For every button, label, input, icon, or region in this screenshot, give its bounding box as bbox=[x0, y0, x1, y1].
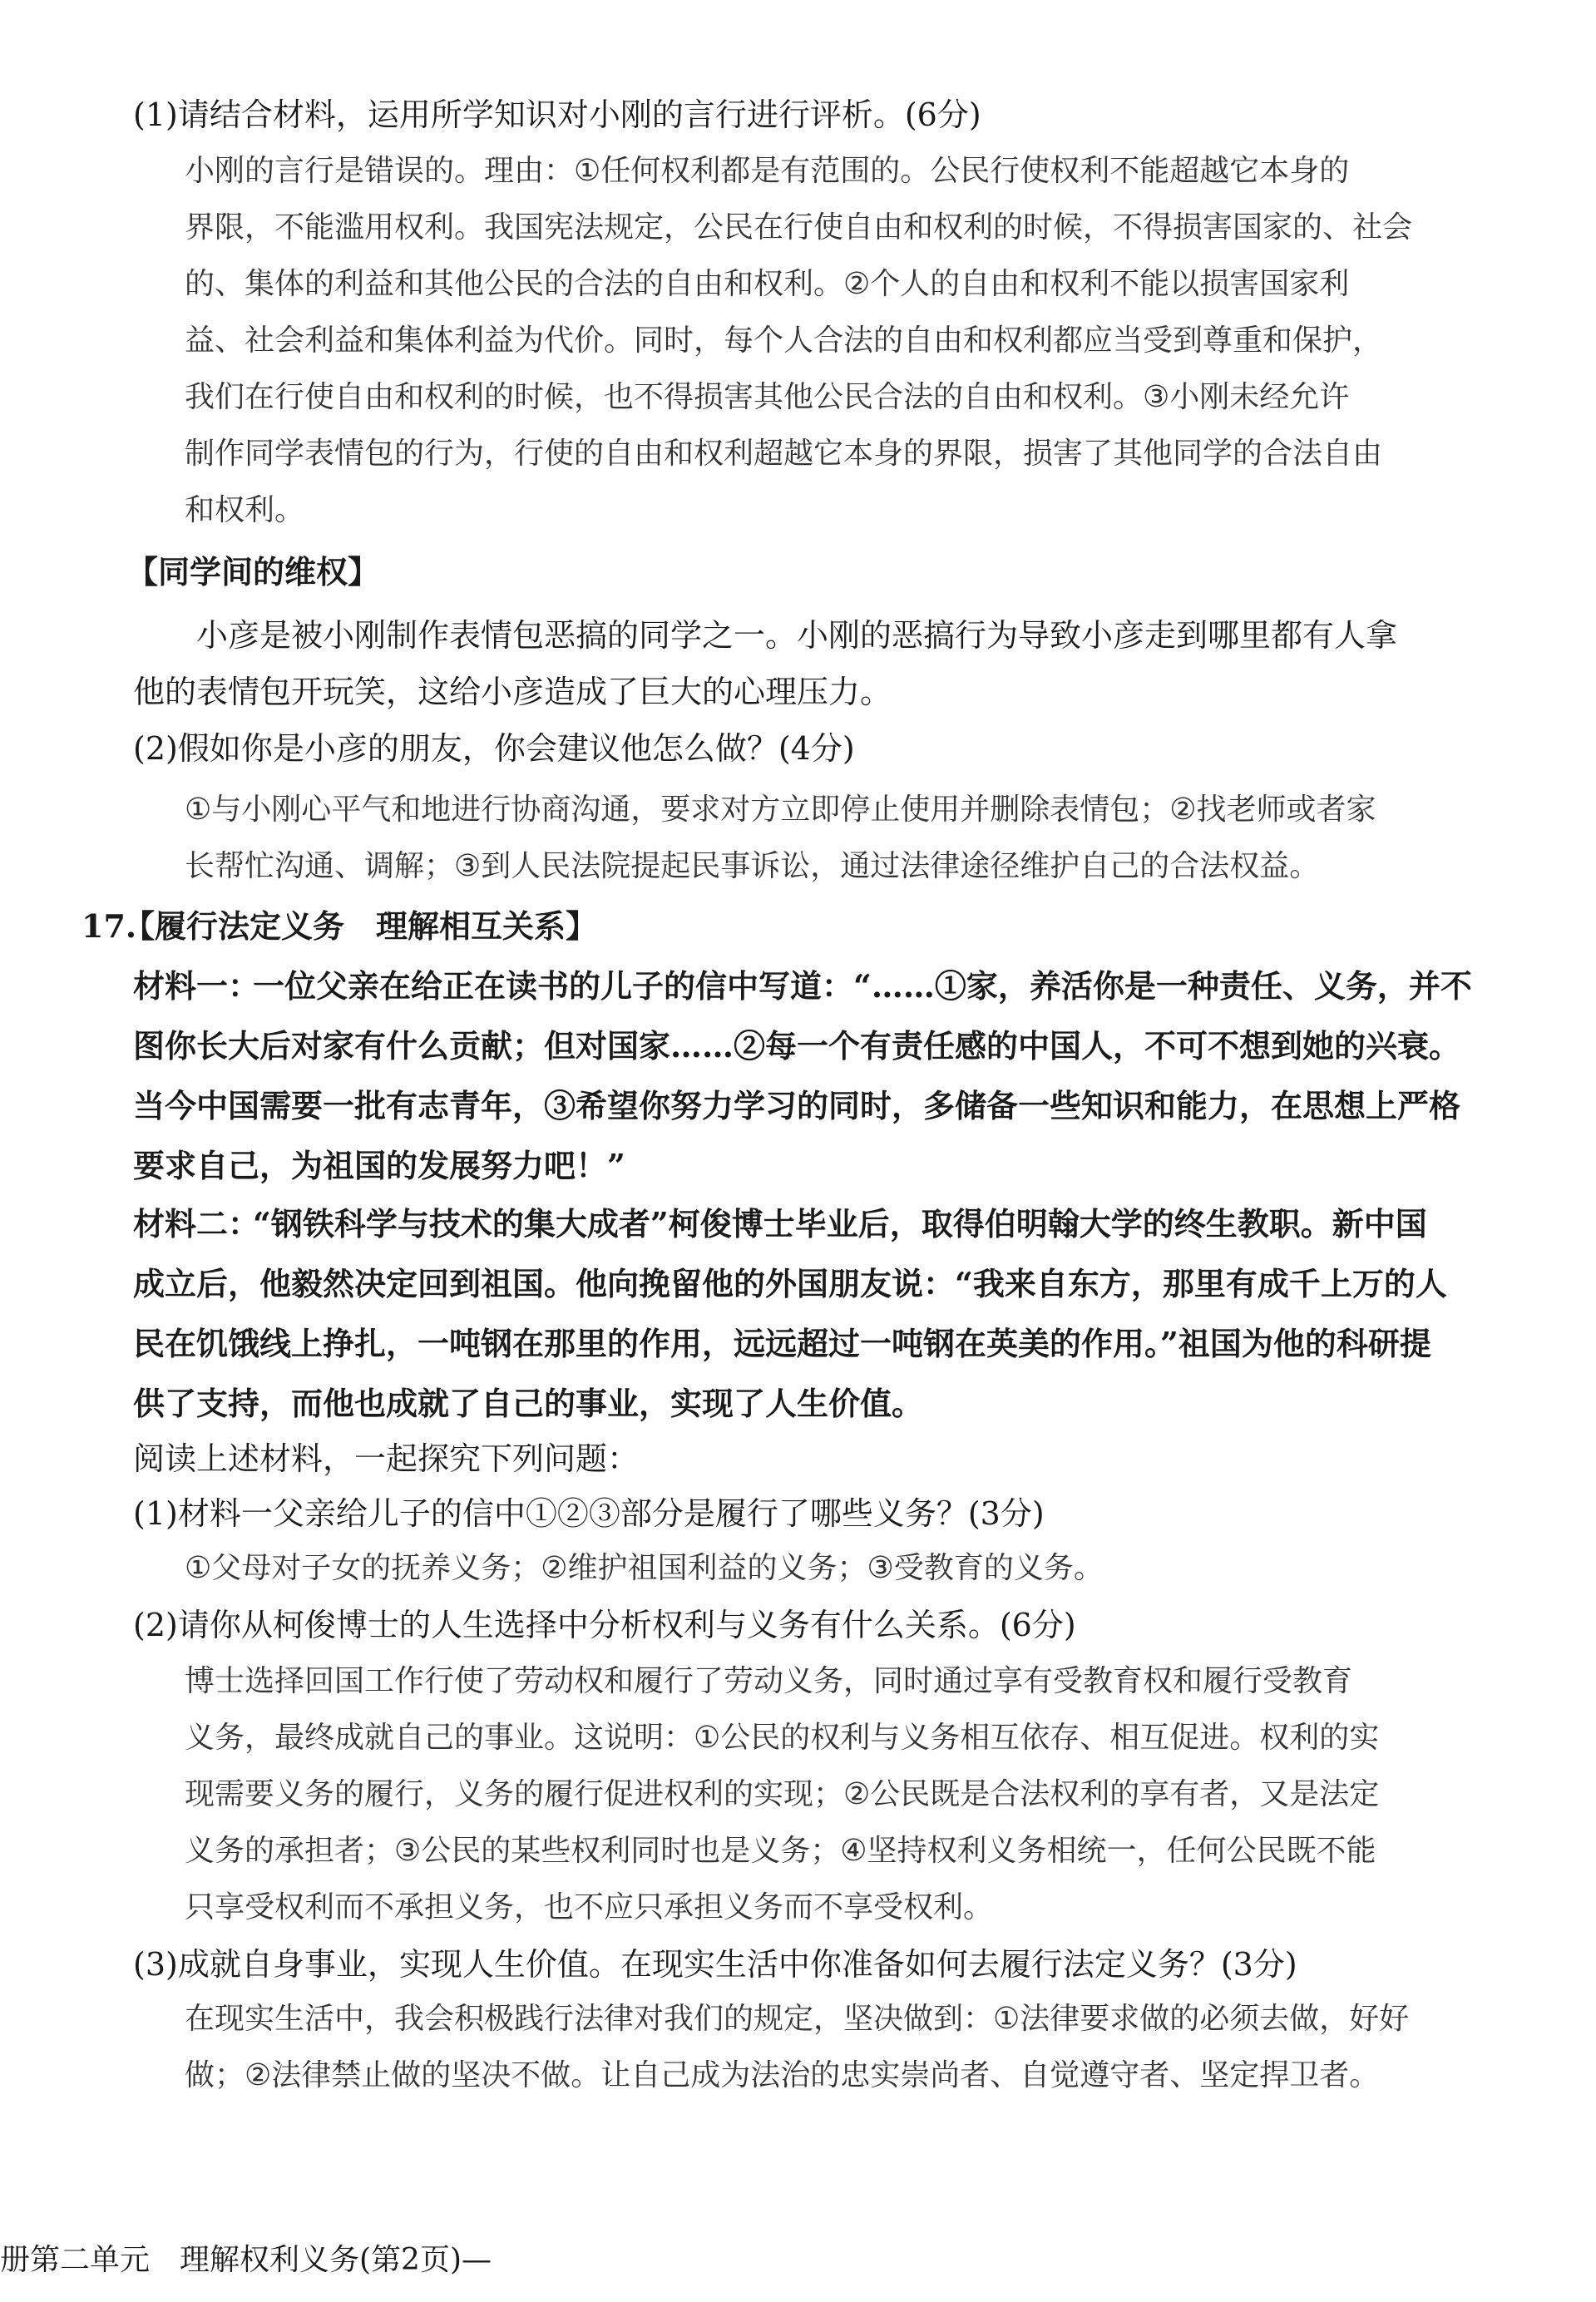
question-number: 17. bbox=[82, 907, 137, 945]
q16-sub1-answer-line: 的、集体的利益和其他公民的合法的自由和权利。②个人的自由和权利不能以损害国家利 bbox=[185, 267, 1350, 301]
q16-sub1-answer-line: 我们在行使自由和权利的时候，也不得损害其他公民合法的自由和权利。③小刚未经允许 bbox=[185, 380, 1350, 414]
q17-sub2-answer-line: 博士选择回国工作行使了劳动权和履行了劳动义务，同时通过享有受教育权和履行受教育 bbox=[185, 1664, 1353, 1698]
q16-sub2-answer-line: ①与小刚心平气和地进行协商沟通，要求对方立即停止使用并删除表情包；②找老师或者家 bbox=[185, 793, 1376, 827]
q17-sub2-answer-line: 只享受权利而不承担义务，也不应只承担义务而不享受权利。 bbox=[185, 1890, 994, 1924]
section-title: 【同学间的维权】 bbox=[126, 553, 380, 590]
material2-line: 供了支持，而他也成就了自己的事业，实现了人生价值。 bbox=[133, 1385, 924, 1422]
q17-sub1-answer-line: ①父母对子女的抚养义务；②维护祖国利益的义务；③受教育的义务。 bbox=[185, 1551, 1104, 1585]
question-title: 【履行法定义务 理解相互关系】 bbox=[123, 907, 598, 945]
material2-line: “钢铁科学与技术的集大成者”柯俊博士毕业后，取得伯明翰大学的终生教职。新中国 bbox=[253, 1205, 1427, 1242]
material1-label: 材料一： bbox=[133, 967, 260, 1005]
prompt: 阅读上述材料，一起探究下列问题： bbox=[133, 1440, 640, 1477]
q16-sub1-answer-line: 制作同学表情包的行为，行使的自由和权利超越它本身的界限，损害了其他同学的合法自由 bbox=[185, 437, 1383, 471]
q16-sub2-answer-line: 长帮忙沟通、调解；③到人民法院提起民事诉讼，通过法律途径维护自己的合法权益。 bbox=[185, 849, 1320, 883]
q17-sub3-question: (3)成就自身事业，实现人生价值。在现实生活中你准备如何去履行法定义务？(3分) bbox=[133, 1946, 1297, 1983]
q17-sub1-question: (1)材料一父亲给儿子的信中①②③部分是履行了哪些义务？(3分) bbox=[133, 1495, 1045, 1532]
material2-line: 民在饥饿线上挣扎，一吨钢在那里的作用，远远超过一吨钢在英美的作用。”祖国为他的科研提 bbox=[133, 1325, 1431, 1362]
q17-sub2-answer-line: 义务，最终成就自己的事业。这说明：①公民的权利与义务相互依存、相互促进。权利的实 bbox=[185, 1721, 1380, 1755]
material1-line: 一位父亲在给正在读书的儿子的信中写道：“……①家，养活你是一种责任、义务，并不 bbox=[253, 967, 1472, 1005]
q16-sub1-answer-line: 界限，不能滥用权利。我国宪法规定，公民在行使自由和权利的时候，不得损害国家的、社会 bbox=[185, 210, 1413, 245]
q17-sub2-question: (2)请你从柯俊博士的人生选择中分析权利与义务有什么关系。(6分) bbox=[133, 1607, 1076, 1643]
q16-sub1-question: (1)请结合材料，运用所学知识对小刚的言行进行评析。(6分) bbox=[133, 96, 981, 133]
material1-line: 当今中国需要一批有志青年，③希望你努力学习的同时，多储备一些知识和能力，在思想上严格 bbox=[133, 1087, 1461, 1124]
material-line: 他的表情包开玩笑，这给小彦造成了巨大的心理压力。 bbox=[133, 674, 892, 710]
q16-sub1-answer-line: 和权利。 bbox=[185, 493, 305, 527]
q17-sub2-answer-line: 现需要义务的履行，义务的履行促进权利的实现；②公民既是合法权利的享有者，又是法定 bbox=[185, 1777, 1380, 1811]
q16-sub1-answer-line: 小刚的言行是错误的。理由：①任何权利都是有范围的。公民行使权利不能超越它本身的 bbox=[185, 154, 1350, 188]
material-line: 小彦是被小刚制作表情包恶搞的同学之一。小刚的恶搞行为导致小彦走到哪里都有人拿 bbox=[196, 617, 1398, 654]
q16-sub2-question: (2)假如你是小彦的朋友，你会建议他怎么做？(4分) bbox=[133, 730, 855, 767]
q17-sub3-answer-line: 做；②法律禁止做的坚决不做。让自己成为法治的忠实崇尚者、自觉遵守者、坚定捍卫者。 bbox=[185, 2058, 1380, 2092]
q17-sub3-answer-line: 在现实生活中，我会积极践行法律对我们的规定，坚决做到：①法律要求做的必须去做，好好 bbox=[185, 2002, 1410, 2036]
material2-line: 成立后，他毅然决定回到祖国。他向挽留他的外国朋友说：“我来自东方，那里有成千上万的人 bbox=[133, 1265, 1447, 1302]
q17-sub2-answer-line: 义务的承担者；③公民的某些权利同时也是义务；④坚持权利义务相统一，任何公民既不能 bbox=[185, 1834, 1376, 1868]
material1-line: 图你长大后对家有什么贡献；但对国家……②每一个有责任感的中国人，不可不想到她的兴衰。 bbox=[133, 1027, 1461, 1065]
q16-sub1-answer-line: 益、社会利益和集体利益为代价。同时，每个人合法的自由和权利都应当受到尊重和保护， bbox=[185, 324, 1383, 358]
material2-label: 材料二： bbox=[133, 1205, 260, 1242]
material1-line: 要求自己，为祖国的发展努力吧！” bbox=[133, 1147, 625, 1184]
page-footer: 册第二单元 理解权利义务(第2页)— bbox=[0, 2243, 492, 2277]
